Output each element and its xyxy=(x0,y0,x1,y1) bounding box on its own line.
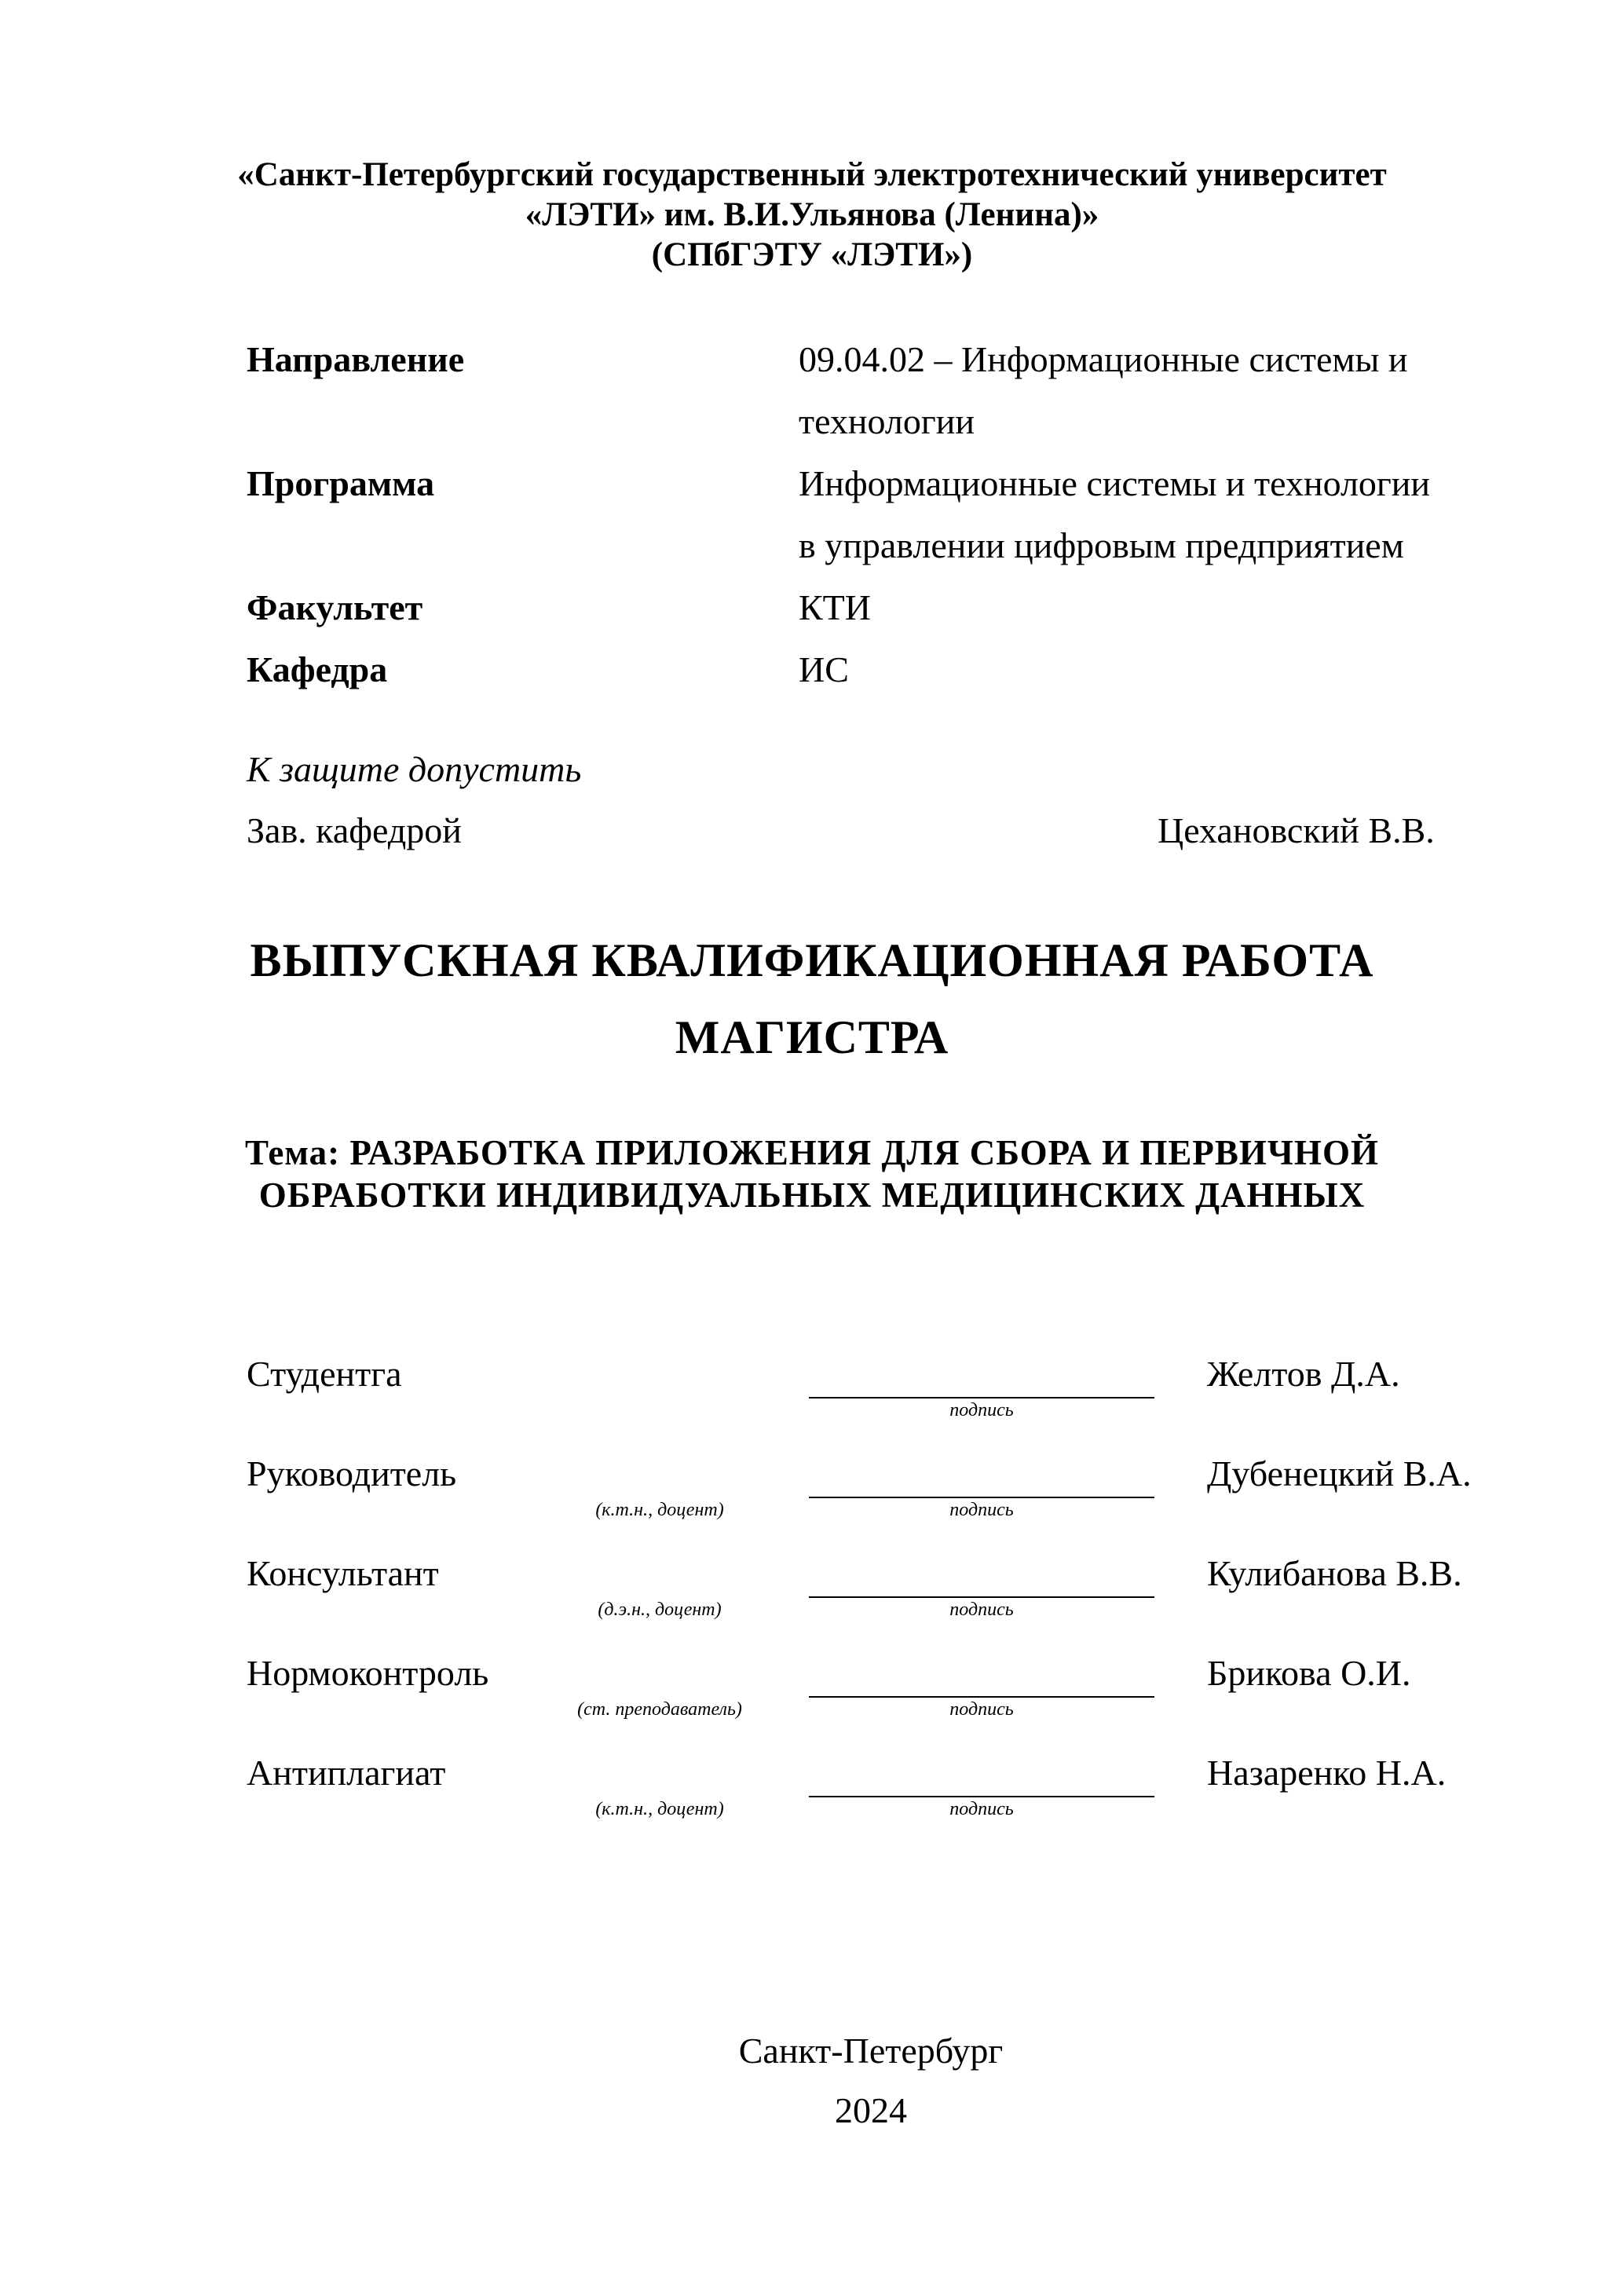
academic-degree: (к.т.н., доцент) xyxy=(595,1500,724,1520)
academic-degree: (к.т.н., доцент) xyxy=(595,1799,724,1819)
head-of-department-label: Зав. кафедрой xyxy=(247,810,462,850)
signatory-name: Дубенецкий В.А. xyxy=(1207,1453,1472,1493)
thesis-title-line-1: ВЫПУСКНАЯ КВАЛИФИКАЦИОННАЯ РАБОТА xyxy=(250,934,1374,986)
signature-caption: подпись xyxy=(949,1799,1014,1819)
university-abbreviation: (СПбГЭТУ «ЛЭТИ») xyxy=(651,236,973,273)
department-value: ИС xyxy=(799,649,849,689)
city: Санкт-Петербург xyxy=(738,2031,1004,2071)
department-label: Кафедра xyxy=(247,649,388,689)
university-name-line-1: «Санкт-Петербургский государственный электротехнический университет xyxy=(237,156,1387,193)
signature-caption: подпись xyxy=(949,1699,1014,1720)
university-name-line-2: «ЛЭТИ» им. В.И.Ульянова (Ленина)» xyxy=(525,196,1099,233)
direction-label: Направление xyxy=(247,339,465,379)
topic-line-2: ОБРАБОТКИ ИНДИВИДУАЛЬНЫХ МЕДИЦИНСКИХ ДАННЫХ xyxy=(258,1175,1366,1215)
program-value-line-2: в управлении цифровым предприятием xyxy=(799,525,1404,565)
faculty-value: КТИ xyxy=(799,587,871,627)
admission-text: К защите допустить xyxy=(247,749,582,789)
year: 2024 xyxy=(835,2090,907,2130)
signature-role: Консультант xyxy=(247,1553,439,1593)
direction-value-line-2: технологии xyxy=(799,401,975,441)
thesis-title-line-2: МАГИСТРА xyxy=(675,1011,949,1063)
signatory-name: Кулибанова В.В. xyxy=(1207,1553,1462,1593)
signature-role: Студентга xyxy=(247,1354,402,1394)
signatory-name: Брикова О.И. xyxy=(1207,1653,1411,1693)
direction-value-line-1: 09.04.02 – Информационные системы и xyxy=(799,339,1408,379)
signature-role: Антиплагиат xyxy=(247,1753,446,1793)
signatory-name: Назаренко Н.А. xyxy=(1207,1753,1447,1793)
academic-degree: (д.э.н., доцент) xyxy=(598,1600,722,1620)
program-value-line-1: Информационные системы и технологии xyxy=(799,463,1431,503)
program-label: Программа xyxy=(247,463,435,503)
topic-line-1: Тема: РАЗРАБОТКА ПРИЛОЖЕНИЯ ДЛЯ СБОРА И ПЕРВИЧНОЙ xyxy=(245,1133,1379,1172)
signatory-name: Желтов Д.А. xyxy=(1207,1354,1400,1394)
head-of-department-name: Цехановский В.В. xyxy=(1158,810,1435,850)
signature-role: Руководитель xyxy=(247,1453,457,1493)
signature-caption: подпись xyxy=(949,1400,1014,1420)
faculty-label: Факультет xyxy=(247,587,423,627)
academic-degree: (ст. преподаватель) xyxy=(577,1699,742,1720)
signature-role: Нормоконтроль xyxy=(247,1653,489,1693)
signature-caption: подпись xyxy=(949,1600,1014,1620)
signature-caption: подпись xyxy=(949,1500,1014,1520)
